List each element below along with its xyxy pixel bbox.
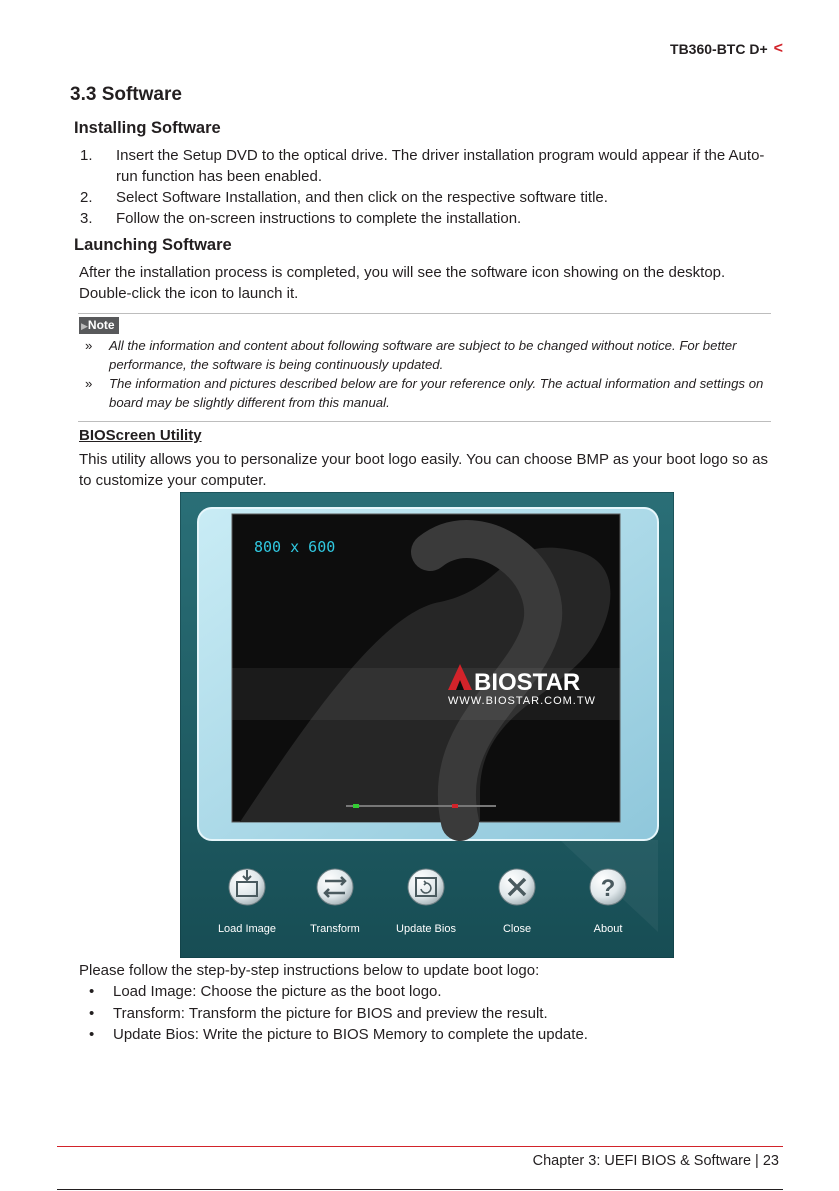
bullet-dot: • xyxy=(89,983,95,1000)
brand-url: WWW.BIOSTAR.COM.TW xyxy=(448,695,596,707)
note-text: The information and pictures described below are for your reference only. The actual information and settings on board may be slightly different from this manual. xyxy=(109,376,764,410)
note-arrow-icon: ▶ xyxy=(81,321,88,331)
step-number: 1. xyxy=(80,147,93,164)
list-item xyxy=(79,981,769,1003)
note-divider-top xyxy=(78,313,771,314)
list-item xyxy=(80,187,770,208)
note-badge xyxy=(79,317,119,334)
step-number: 2. xyxy=(80,189,93,206)
list-item xyxy=(80,145,770,187)
step-text: Select Software Installation, and then click on the respective software title. xyxy=(116,189,608,206)
launching-heading: Launching Software xyxy=(74,236,232,254)
bullet-text: Update Bios: Write the picture to BIOS Memory to complete the update. xyxy=(113,1026,588,1043)
footer-page-label: Chapter 3: UEFI BIOS & Software | 23 xyxy=(532,1153,779,1169)
note-label: Note xyxy=(87,318,115,332)
running-header xyxy=(670,40,783,58)
question-icon: ? xyxy=(600,875,616,902)
bullet-dot: • xyxy=(89,1004,95,1022)
hint-red-mark xyxy=(452,804,458,808)
list-item xyxy=(79,1003,769,1025)
bioscreen-text: This utility allows you to personalize your boot logo easily. You can choose BMP as your boot logo so as to customize your computer. xyxy=(79,451,769,489)
bullet-text: Load Image: Choose the picture as the boot logo. xyxy=(113,983,442,1000)
section-title: 3.3 Software xyxy=(70,84,182,105)
hint-line xyxy=(346,805,496,807)
chevron-left-icon: < xyxy=(773,40,783,57)
resolution-label: 800 x 600 xyxy=(254,538,336,556)
step-number: 3. xyxy=(80,210,93,227)
note-item xyxy=(80,374,765,412)
note-text: All the information and content about following software are subject to be changed without notice. For better performance, the software is being continuously updated. xyxy=(109,338,737,372)
instruction-bullets xyxy=(79,981,769,1046)
step-text: Insert the Setup DVD to the optical drive. The driver installation program would appear if the Auto-run function has been enabled. xyxy=(116,147,765,185)
list-item xyxy=(80,208,770,229)
installing-steps xyxy=(80,145,770,229)
note-bullet: » xyxy=(85,338,93,353)
bioscreen-title: BIOScreen Utility xyxy=(79,427,202,444)
bullet-dot: • xyxy=(89,1026,95,1043)
model-name: TB360-BTC D+ xyxy=(670,41,768,57)
transform-label: Transform xyxy=(310,923,360,935)
hint-green-mark xyxy=(353,804,359,808)
brand-text: BIOSTAR xyxy=(474,669,581,696)
followup-text: Please follow the step-by-step instructions below to update boot logo: xyxy=(79,962,540,979)
about-label: About xyxy=(593,923,623,935)
update-bios-label: Update Bios xyxy=(396,923,456,935)
launching-text: After the installation process is completed, you will see the software icon showing on the desktop. Double-click the icon to launch it. xyxy=(79,264,726,302)
note-bullet: » xyxy=(85,376,93,391)
close-label: Close xyxy=(502,923,532,935)
note-item xyxy=(80,336,765,374)
note-divider-bottom xyxy=(78,421,771,422)
footer-divider xyxy=(57,1146,783,1147)
load-image-label: Load Image xyxy=(217,923,277,935)
note-list xyxy=(80,336,765,412)
installing-heading: Installing Software xyxy=(74,119,221,137)
bullet-text: Transform: Transform the picture for BIOS and preview the result. xyxy=(113,1004,548,1022)
step-text: Follow the on-screen instructions to complete the installation. xyxy=(116,210,522,227)
bioscreen-screenshot xyxy=(180,492,674,958)
list-item xyxy=(79,1024,769,1046)
footer-bottom-rule xyxy=(57,1189,783,1190)
